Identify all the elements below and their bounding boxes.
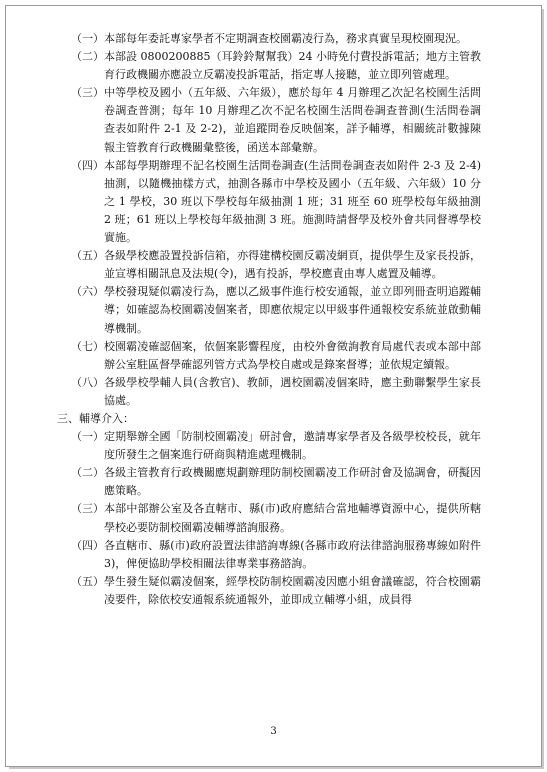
section-3-item [71,428,481,464]
section-2-item [71,247,481,283]
item-text: 本部每學期辦理不記名校園生活問卷調查(生活問卷調查表如附件 2-3 及 2-4)抽測，以隨機抽樣方式，抽測各縣市中學校及國小（五年級、六年級）10 分之 1 學校，30 班以下學校每年級抽測 1 班；31 班至 60 班學校每年級抽測 2 班；61 班以上學校每年級抽測 3 班。施測時請督學及校外會共同督導學校實施。 [104,158,481,245]
document-page [5,5,542,767]
page-content [57,30,481,609]
item-text: 學生發生疑似霸凌個案，經學校防制校園霸凌因應小組會議確認，符合校園霸凌要件，除依校安通報系統通報外，並即成立輔導小組，成員得 [104,574,481,606]
section-2-item [71,283,481,337]
section-3-label: 三、 [57,411,79,425]
item-label: （三） [71,502,104,516]
item-text: 定期舉辦全國「防制校園霸凌」研討會，邀請專家學者及各級學校校長，就年度所發生之個案進行研商與精進處理機制。 [104,430,481,462]
item-text: 各級學校應設置投訴信箱，亦得建構校園反霸凌網頁，提供學生及家長投訴，並宣導相關訊息及法規(令)，遇有投訴，學校應責由專人處置及輔導。 [104,249,481,281]
item-text: 本部設 0800200885（耳鈴鈴幫幫我）24 小時免付費投訴電話；地方主管教育行政機關亦應設立反霸凌投訴電話，指定專人接聽，並立即列管處理。 [104,50,481,82]
section-3-title: 輔導介入： [79,411,134,425]
section-3-heading [57,410,481,428]
item-text: 中等學校及國小（五年級、六年級），應於每年 4 月辦理乙次記名校園生活問卷調查普測；每年 10 月辦理乙次不記名校園生活問卷調查普測(生活問卷調查表如附件 2-1 及 2-2)，並追蹤問卷反映個案，詳予輔導，相關統計數據陳報主管教育行政機關彙整後，函送本部彙辦。 [104,86,481,154]
item-label: （七） [71,339,104,353]
item-label: （四） [71,158,104,172]
item-label: （一） [71,32,104,45]
section-3-item [71,500,481,536]
section-3-item [71,464,481,500]
item-label: （二） [71,466,104,480]
section-3-list [71,428,481,609]
item-label: （六） [71,285,104,299]
section-3-item [71,537,481,573]
item-text: 各級學校學輔人員(含教官)、教師，遇校園霸凌個案時，應主動聯繫學生家長協處。 [104,375,481,407]
section-2-item [71,84,481,156]
item-text: 本部每年委託專家學者不定期調查校園霸凌行為，務求真實呈現校園現況。 [104,32,467,45]
item-text: 學校發現疑似霸凌行為，應以乙級事件進行校安通報，並立即列冊查明追蹤輔導；如確認為校園霸凌個案者，即應依規定以甲級事件通報校安系統並啟動輔導機制。 [104,285,481,335]
item-label: （五） [71,249,104,263]
item-label: （四） [71,538,104,552]
section-2-item [71,338,481,374]
item-label: （八） [71,375,104,389]
item-label: （二） [71,50,104,64]
section-3-item [71,573,481,609]
item-label: （一） [71,430,104,444]
item-text: 本部中部辦公室及各直轄市、縣(市)政府應結合當地輔導資源中心，提供所轄學校必要防制校園霸凌輔導諮詢服務。 [104,502,481,534]
page-number: 3 [270,726,277,737]
item-text: 各直轄市、縣(市)政府設置法律諮詢專線(各縣市政府法律諮詢服務專線如附件 3)，俾便協助學校相關法律專業事務諮詢。 [104,538,481,570]
item-text: 各級主管教育行政機關應規劃辦理防制校園霸凌工作研討會及協調會，研擬因應策略。 [104,466,481,498]
section-2-item [71,48,481,84]
section-2-item [71,374,481,410]
section-2-list [71,30,481,410]
section-2-item [71,30,481,48]
item-label: （五） [71,574,104,588]
section-2-item [71,157,481,247]
item-label: （三） [71,86,104,100]
item-text: 校園霸凌確認個案，依個案影響程度，由校外會徵詢教育局處代表或本部中部辦公室駐區督學確認列管方式為學校自處或是錄案督導；並依規定續報。 [104,339,481,371]
